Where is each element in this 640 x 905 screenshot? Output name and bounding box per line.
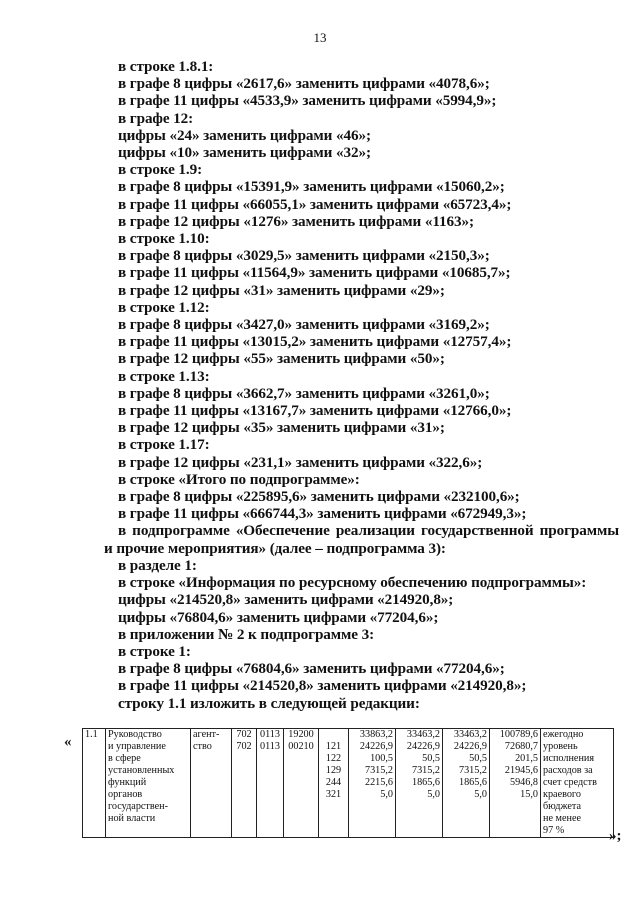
cell-line: 5,0: [380, 789, 393, 800]
cell-line: 100789,6: [499, 729, 538, 740]
text-line: цифры «24» заменить цифрами «46»;: [118, 126, 371, 144]
text-line: в графе 8 цифры «2617,6» заменить цифрами «4078,6»;: [118, 75, 490, 93]
cell-line: 33863,2: [359, 729, 393, 740]
text-line: в строке 1.12:: [118, 298, 210, 316]
cell-line: 1865,6: [458, 777, 487, 788]
cell-line: 7315,2: [458, 765, 487, 776]
text-line: в строке «Информация по ресурсному обеспечению подпрограммы»:: [118, 574, 587, 592]
budget-table-row: [82, 728, 614, 838]
cell-line: 0113: [260, 729, 280, 740]
cell-line: уровень: [543, 741, 578, 752]
cell-line: 7315,2: [411, 765, 440, 776]
text-line: в графе 11 цифры «666744,3» заменить цифрами «672949,3»;: [118, 505, 527, 523]
cell-line: 244: [325, 777, 342, 788]
cell-line: 100,5: [370, 753, 393, 764]
text-line: в графе 8 цифры «76804,6» заменить цифрами «77204,6»;: [118, 660, 505, 678]
cell-line: 702: [236, 729, 252, 740]
text-line: строку 1.1 изложить в следующей редакции:: [118, 694, 420, 712]
document-body: [104, 58, 619, 712]
year-3-cell: [443, 729, 490, 838]
cell-line: органов: [108, 789, 143, 800]
text-line: цифры «214520,8» заменить цифрами «214920,8»;: [118, 591, 454, 609]
text-line: цифры «76804,6» заменить цифрами «77204,6»;: [118, 608, 439, 626]
closing-quote: »;: [609, 828, 622, 844]
text-line: в графе 8 цифры «15391,9» заменить цифрами «15060,2»;: [118, 178, 505, 196]
cell-line: 33463,2: [406, 729, 440, 740]
grbs-cell: [232, 729, 257, 838]
text-line: в графе 12 цифры «35» заменить цифрами «31»;: [118, 419, 445, 437]
text-line: в графе 12 цифры «31» заменить цифрами «29»;: [118, 281, 445, 299]
year-2-cell: [396, 729, 443, 838]
cell-line: 5,0: [427, 789, 440, 800]
total-cell: [490, 729, 541, 838]
row-number-cell: 1.1: [83, 729, 106, 838]
cell-line: 121: [325, 741, 342, 752]
cell-line: ежегодно: [543, 729, 584, 740]
text-line: в строке 1.13:: [118, 367, 210, 385]
cell-line: 72680,7: [504, 741, 538, 752]
activity-name-cell: [106, 729, 191, 838]
cell-line: и управление: [108, 741, 166, 752]
cell-line: 50,5: [469, 753, 487, 764]
text-line: в строке 1.8.1:: [118, 58, 214, 75]
cell-line: ной власти: [108, 813, 156, 824]
text-line: в графе 12 цифры «55» заменить цифрами «50»;: [118, 350, 445, 368]
text-line: в графе 11 цифры «11564,9» заменить цифрами «10685,7»;: [118, 264, 511, 282]
text-line: в строке «Итого по подпрограмме»:: [118, 470, 360, 488]
cell-line: 2215,6: [364, 777, 393, 788]
cell-line: краевого: [543, 789, 581, 800]
text-line: в приложении № 2 к подпрограмме 3:: [118, 625, 375, 643]
cell-line: счет средств: [543, 777, 597, 788]
cell-line: 201,5: [515, 753, 538, 764]
text-line: в графе 12 цифры «1276» заменить цифрами «1163»;: [118, 212, 474, 230]
csr-cell: [284, 729, 319, 838]
cell-line: 5,0: [474, 789, 487, 800]
cell-line: 24226,9: [453, 741, 487, 752]
cell-line: 5946,8: [509, 777, 538, 788]
cell-line: установленных: [108, 765, 175, 776]
cell-line: 21945,6: [504, 765, 538, 776]
cell-line: в сфере: [108, 753, 141, 764]
expected-result-cell: [541, 729, 614, 838]
cell-line: Руководство: [108, 729, 162, 740]
cell-line: 7315,2: [364, 765, 393, 776]
cell-line: 19200: [288, 729, 314, 740]
cell-line: 321: [325, 789, 342, 800]
cell-line: 15,0: [520, 789, 538, 800]
cell-line: государствен-: [108, 801, 168, 812]
text-line: в графе 11 цифры «66055,1» заменить цифрами «65723,4»;: [118, 195, 512, 213]
text-line: в строке 1.9:: [118, 161, 203, 179]
text-line: в графе 8 цифры «3662,7» заменить цифрами «3261,0»;: [118, 384, 490, 402]
cell-line: бюджета: [543, 801, 581, 812]
cell-line: агент-: [193, 729, 220, 740]
text-line: в графе 11 цифры «214520,8» заменить цифрами «214920,8»;: [118, 677, 527, 695]
cell-line: 0113: [260, 741, 280, 752]
cell-line: ство: [193, 741, 212, 752]
cell-line: 50,5: [422, 753, 440, 764]
text-line: в строке 1.17:: [118, 436, 210, 454]
text-line: в строке 1.10:: [118, 230, 210, 248]
cell-line: исполнения: [543, 753, 595, 764]
year-1-cell: [349, 729, 396, 838]
cell-line: 00210: [288, 741, 314, 752]
text-line: в графе 11 цифры «13167,7» заменить цифрами «12766,0»;: [118, 402, 512, 420]
text-line: в графе 8 цифры «3029,5» заменить цифрами «2150,3»;: [118, 247, 490, 265]
text-line: в графе 11 цифры «13015,2» заменить цифрами «12757,4»;: [118, 333, 512, 351]
text-line: в графе 8 цифры «3427,0» заменить цифрами «3169,2»;: [118, 316, 490, 334]
cell-line: функций: [108, 777, 147, 788]
page-number: 13: [313, 30, 327, 45]
executor-cell: [191, 729, 232, 838]
vr-cell: [319, 729, 349, 838]
table-row: [83, 729, 614, 838]
cell-line: 97 %: [543, 825, 565, 836]
cell-line: расходов за: [543, 765, 593, 776]
text-line: в подпрограмме «Обеспечение реализации государственной программы: [118, 522, 619, 540]
text-line: в графе 8 цифры «225895,6» заменить цифрами «232100,6»;: [118, 488, 520, 506]
text-line: и прочие мероприятия» (далее – подпрограмма 3):: [104, 539, 446, 557]
text-line: цифры «10» заменить цифрами «32»;: [118, 144, 371, 162]
cell-line: 129: [325, 765, 342, 776]
cell-line: 702: [236, 741, 252, 752]
cell-line: 122: [325, 753, 342, 764]
text-line: в графе 11 цифры «4533,9» заменить цифрами «5994,9»;: [118, 92, 497, 110]
cell-line: 1865,6: [411, 777, 440, 788]
text-line: в графе 12:: [118, 109, 194, 127]
cell-line: 33463,2: [453, 729, 487, 740]
rzpr-cell: [257, 729, 284, 838]
text-line: в графе 12 цифры «231,1» заменить цифрами «322,6»;: [118, 453, 483, 471]
cell-line: не менее: [543, 813, 581, 824]
opening-quote: «: [64, 734, 72, 750]
cell-line: 24226,9: [359, 741, 393, 752]
cell-line: 24226,9: [406, 741, 440, 752]
text-line: в разделе 1:: [118, 556, 197, 574]
text-line: в строке 1:: [118, 642, 191, 660]
cell-line: [321, 729, 346, 741]
